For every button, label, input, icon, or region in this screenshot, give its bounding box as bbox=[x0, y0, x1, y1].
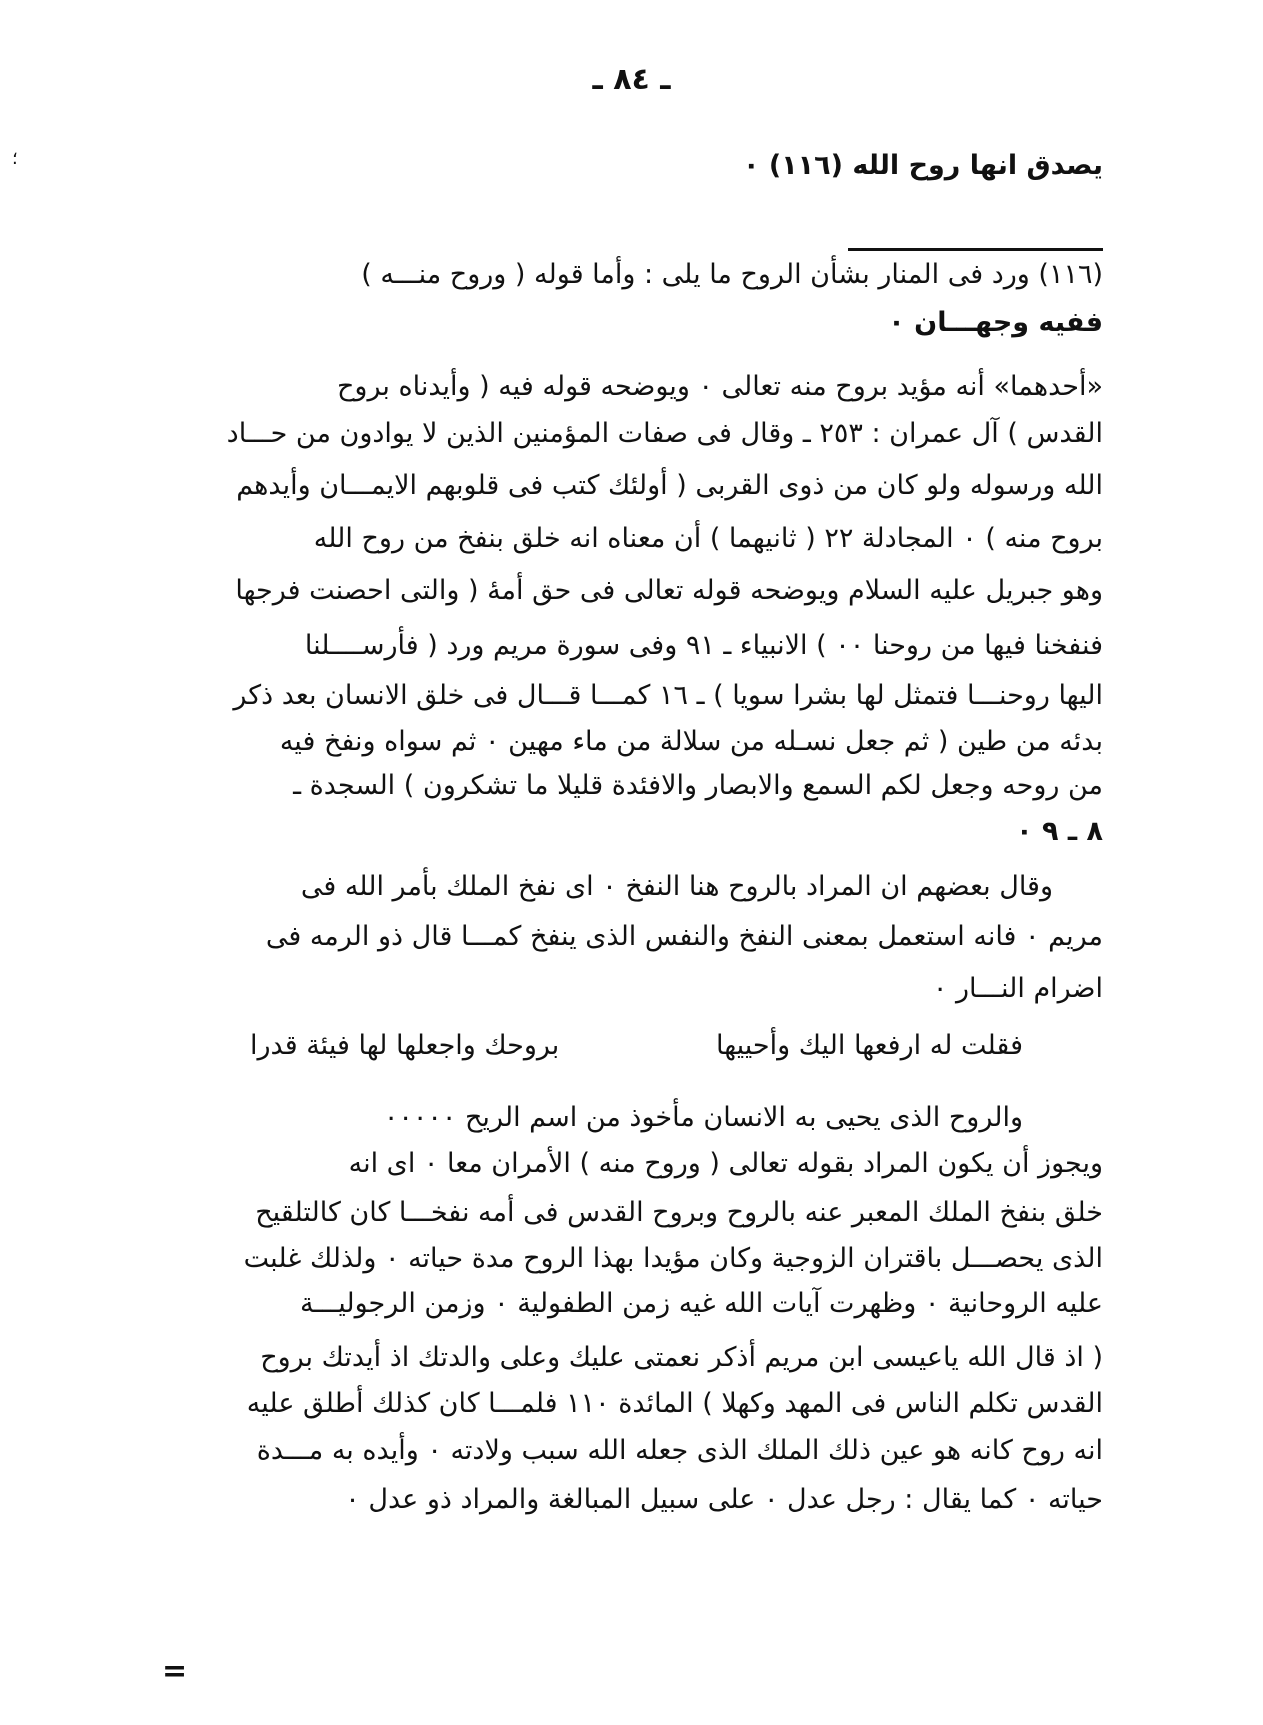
footnote-line: ففيه وجهـــان ٠ bbox=[888, 307, 1103, 338]
footnote-line: مريم ٠ فانه استعمل بمعنى النفخ والنفس الذى ينفخ كمـــا قال ذو الرمه فى bbox=[265, 921, 1103, 952]
footnote-line: القدس ) آل عمران : ٢٥٣ ـ وقال فى صفات المؤمنين الذين لا يوادون من حـــاد bbox=[226, 418, 1103, 449]
footnote-line: وهو جبريل عليه السلام ويوضحه قوله تعالى فى حق أمهٔ ( والتى احصنت فرجها bbox=[235, 575, 1103, 606]
footnote-line: بروح منه ) ٠ المجادلة ٢٢ ( ثانيهما ) أن معناه انه خلق بنفخ من روح الله bbox=[313, 523, 1103, 554]
body-line: الذى يحصـــل باقتران الزوجية وكان مؤيدا بهذا الروح مدة حياته ٠ ولذلك غلبت bbox=[243, 1243, 1103, 1274]
body-line: القدس تكلم الناس فى المهد وكهلا ) المائدة ١١٠ فلمـــا كان كذلك أطلق عليه bbox=[246, 1388, 1103, 1419]
body-line: والروح الذى يحيى به الانسان مأخوذ من اسم الريح ٠٠٠٠٠ bbox=[383, 1102, 1023, 1133]
page-number: ـ ٨٤ ـ bbox=[592, 62, 671, 97]
verse-second-hemistich: بروحك واجعلها لها فيئة قدرا bbox=[250, 1030, 560, 1061]
continuation-mark: = bbox=[162, 1654, 188, 1689]
body-line: ( اذ قال الله ياعيسى ابن مريم أذكر نعمتى عليك وعلى والدتك اذ أيدتك بروح bbox=[260, 1342, 1103, 1373]
stray-mark: ؛ bbox=[12, 148, 18, 169]
footnote-line: من روحه وجعل لكم السمع والابصار والافئدة قليلا ما تشكرون ) السجدة ـ bbox=[293, 770, 1103, 801]
footnote-line: ٨ ـ ٩ ٠ bbox=[1016, 816, 1103, 847]
footnote-line: بدئه من طين ( ثم جعل نسـله من سلالة من ماء مهين ٠ ثم سواه ونفخ فيه bbox=[279, 726, 1103, 757]
footnote-line: اضرام النـــار ٠ bbox=[932, 973, 1103, 1004]
main-text-line: يصدق انها روح الله (١١٦) ٠ bbox=[742, 150, 1103, 181]
footnote-line: وقال بعضهم ان المراد بالروح هنا النفخ ٠ اى نفخ الملك بأمر الله فى bbox=[300, 871, 1053, 902]
footnote-line: فنفخنا فيها من روحنا ٠٠ ) الانبياء ـ ٩١ وفى سورة مريم ورد ( فأرســــلنا bbox=[304, 630, 1103, 661]
footnote-separator bbox=[848, 248, 1103, 251]
verse-first-hemistich: فقلت له ارفعها اليك وأحييها bbox=[715, 1030, 1023, 1061]
footnote-line: الله ورسوله ولو كان من ذوى القربى ( أولئك كتب فى قلوبهم الايمـــان وأيدهم bbox=[236, 470, 1103, 501]
body-line: انه روح كانه هو عين ذلك الملك الذى جعله الله سبب ولادته ٠ وأيده به مـــدة bbox=[256, 1435, 1103, 1466]
body-line: عليه الروحانية ٠ وظهرت آيات الله غيه زمن الطفولية ٠ وزمن الرجوليـــة bbox=[299, 1288, 1103, 1319]
body-line: حياته ٠ كما يقال : رجل عدل ٠ على سبيل المبالغة والمراد ذو عدل ٠ bbox=[345, 1484, 1103, 1515]
body-line: ويجوز أن يكون المراد بقوله تعالى ( وروح منه ) الأمران معا ٠ اى انه bbox=[348, 1148, 1103, 1179]
footnote-line: «أحدهما» أنه مؤيد بروح منه تعالى ٠ ويوضحه قوله فيه ( وأيدناه بروح bbox=[337, 371, 1103, 402]
footnote-line: اليها روحنـــا فتمثل لها بشرا سويا ) ـ ١٦ كمـــا قـــال فى خلق الانسان بعد ذكر bbox=[233, 680, 1103, 711]
footnote-line: (١١٦) ورد فى المنار بشأن الروح ما يلى : وأما قوله ( وروح منـــه ) bbox=[361, 259, 1103, 290]
body-line: خلق بنفخ الملك المعبر عنه بالروح وبروح القدس فى أمه نفخـــا كان كالتلقيح bbox=[255, 1197, 1103, 1228]
